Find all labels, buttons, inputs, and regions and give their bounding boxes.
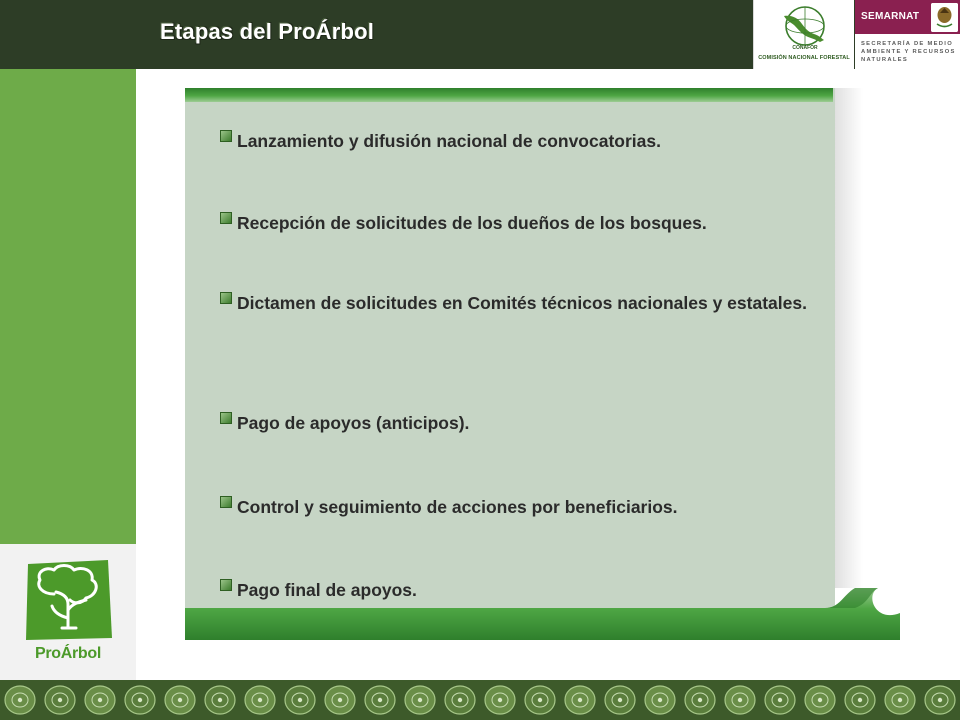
square-bullet-icon [220,130,232,142]
square-bullet-icon [220,579,232,591]
footer-motif [245,686,275,714]
footer-motif [285,686,315,714]
footer-motif [165,686,195,714]
square-bullet-icon [220,412,232,424]
footer-motif [325,686,355,714]
square-bullet-icon [220,292,232,304]
footer-motif [925,686,955,714]
left-sidebar [0,69,136,544]
list-item [220,569,820,612]
footer-motif [805,686,835,714]
conafor-caption: COMISIÓN NACIONAL FORESTAL [758,55,850,61]
list-item [220,120,820,163]
semarnat-name: SEMARNAT [861,11,920,22]
square-bullet-icon [220,212,232,224]
footer-motif [605,686,635,714]
footer-motif [205,686,235,714]
conafor-logo-block [753,0,854,69]
conafor-logo-icon [774,6,836,50]
square-bullet-icon [220,496,232,508]
list-item-text: Pago final de apoyos. [237,580,417,600]
header-bar [0,0,960,69]
footer-motif [525,686,555,714]
page-title: Etapas del ProÁrbol [160,19,375,44]
list-item-text: Dictamen de solicitudes en Comités técnicos nacionales y estatales. [237,293,807,313]
list-item-text: Lanzamiento y difusión nacional de convocatorias. [237,131,661,151]
list-item [220,282,820,325]
footer-motif [885,686,915,714]
footer-motif [765,686,795,714]
footer-motif [365,686,395,714]
list-item [220,402,820,445]
footer-motif [565,686,595,714]
footer-motif [485,686,515,714]
list-item-text: Control y seguimiento de acciones por beneficiarios. [237,497,678,517]
footer-motif [125,686,155,714]
footer-motif [45,686,75,714]
conafor-mark: CONAFOR [792,45,818,50]
footer-pattern-icon [0,680,960,720]
tree-logo-icon [24,560,114,640]
list-item [220,486,820,529]
semarnat-logo-block [855,0,960,69]
footer-motif [405,686,435,714]
footer-motif [5,686,35,714]
panel-shadow [835,88,863,588]
footer-motif [645,686,675,714]
footer-motif [725,686,755,714]
list-item [220,202,820,245]
footer-band [0,680,960,720]
list-item-text: Recepción de solicitudes de los dueños de los bosques. [237,213,707,233]
semarnat-band [855,0,960,34]
list-item-text: Pago de apoyos (anticipos). [237,413,470,433]
semarnat-subtitle: SECRETARÍA DE MEDIO AMBIENTE Y RECURSOS NATURALES [861,41,956,63]
footer-motif [845,686,875,714]
content-panel [185,88,835,608]
panel-top-bar [185,88,833,102]
footer-motif [685,686,715,714]
proarbol-name: ProÁrbol [34,645,102,662]
proarbol-logo-block [0,544,136,681]
footer-motif [445,686,475,714]
national-seal-icon [931,3,958,32]
footer-motif [85,686,115,714]
